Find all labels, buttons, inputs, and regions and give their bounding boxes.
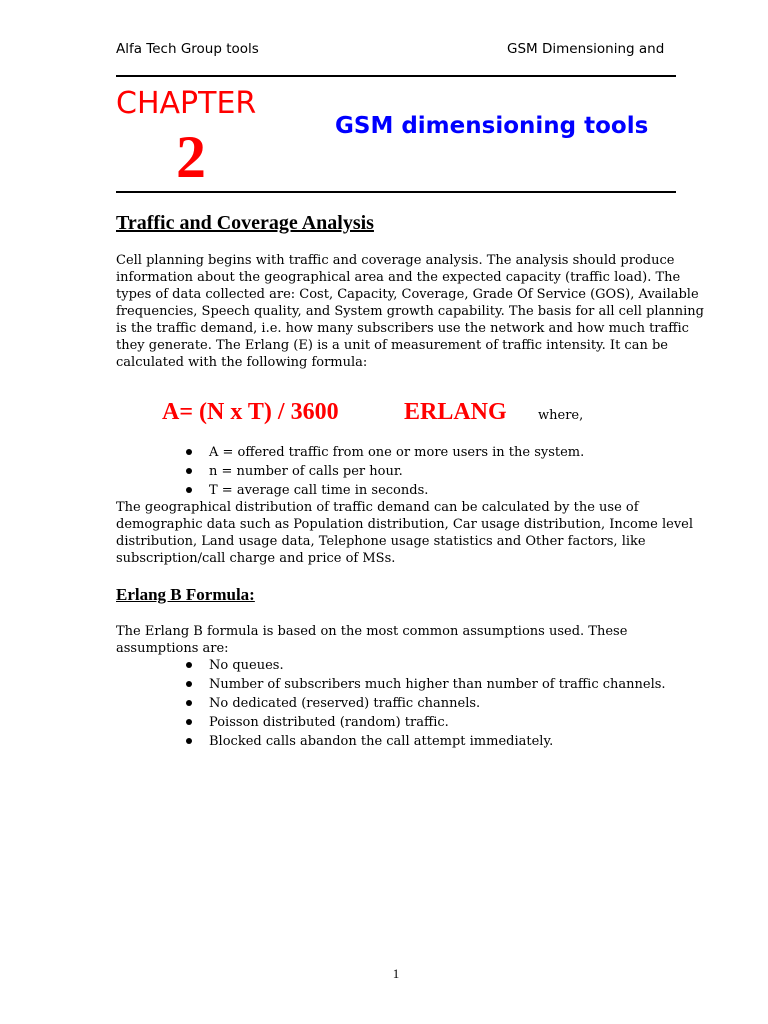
section-heading-traffic-coverage: Traffic and Coverage Analysis xyxy=(116,212,374,234)
paragraph-line: information about the geographical area and the expected capacity (traffic load). The xyxy=(116,270,681,285)
bullet-icon xyxy=(186,662,192,668)
list-item-text: No queues. xyxy=(209,658,284,673)
paragraph-line: demographic data such as Population distribution, Car usage distribution, Income level xyxy=(116,517,694,532)
chapter-number: 2 xyxy=(176,124,206,190)
bullet-icon xyxy=(186,468,192,474)
traffic-distribution-paragraph xyxy=(116,499,694,567)
list-item-text: Number of subscribers much higher than number of traffic channels. xyxy=(209,677,666,692)
erlang-unit-label: ERLANG xyxy=(404,399,507,425)
list-item-text: T = average call time in seconds. xyxy=(209,483,429,498)
paragraph-line: is the traffic demand, i.e. how many subscribers use the network and how much traffic xyxy=(116,321,689,336)
erlang-b-intro-paragraph xyxy=(116,623,686,657)
paragraph-line: frequencies, Speech quality, and System growth capability. The basis for all cell planning xyxy=(116,304,704,319)
paragraph-line: types of data collected are: Cost, Capacity, Coverage, Grade Of Service (GOS), Available xyxy=(116,287,699,302)
list-item-text: A = offered traffic from one or more users in the system. xyxy=(209,445,585,460)
section-heading-erlang-b: Erlang B Formula: xyxy=(116,585,255,604)
bullet-icon xyxy=(186,719,192,725)
page-number: 1 xyxy=(392,966,400,981)
chapter-label: CHAPTER xyxy=(116,86,257,121)
paragraph-line: assumptions are: xyxy=(116,641,229,656)
paragraph-line: The geographical distribution of traffic demand can be calculated by the use of xyxy=(116,500,639,515)
list-item-text: Poisson distributed (random) traffic. xyxy=(209,715,449,730)
paragraph-line: Cell planning begins with traffic and coverage analysis. The analysis should produce xyxy=(116,253,675,268)
chapter-title: GSM dimensioning tools xyxy=(335,113,649,139)
paragraph-line: they generate. The Erlang (E) is a unit of measurement of traffic intensity. It can be xyxy=(116,338,668,353)
paragraph-line: calculated with the following formula: xyxy=(116,355,368,370)
bullet-icon xyxy=(186,700,192,706)
list-item-text: n = number of calls per hour. xyxy=(209,464,403,479)
paragraph-line: The Erlang B formula is based on the most common assumptions used. These xyxy=(116,624,628,639)
bullet-icon xyxy=(186,681,192,687)
header-left-text: Alfa Tech Group tools xyxy=(116,41,259,57)
bullet-icon xyxy=(186,738,192,744)
paragraph-line: subscription/call charge and price of MSs. xyxy=(116,551,396,566)
traffic-intro-paragraph xyxy=(116,252,704,371)
formula-where-text: where, xyxy=(538,408,584,423)
header-rule xyxy=(116,75,676,77)
bullet-icon xyxy=(186,487,192,493)
paragraph-line: distribution, Land usage data, Telephone usage statistics and Other factors, like xyxy=(116,534,646,549)
bullet-icon xyxy=(186,449,192,455)
header-right-text: GSM Dimensioning and xyxy=(507,41,665,57)
list-item-text: No dedicated (reserved) traffic channels. xyxy=(209,696,481,711)
list-item-text: Blocked calls abandon the call attempt immediately. xyxy=(209,734,554,749)
erlang-formula: A= (N x T) / 3600 xyxy=(162,399,339,425)
chapter-rule xyxy=(116,191,676,193)
